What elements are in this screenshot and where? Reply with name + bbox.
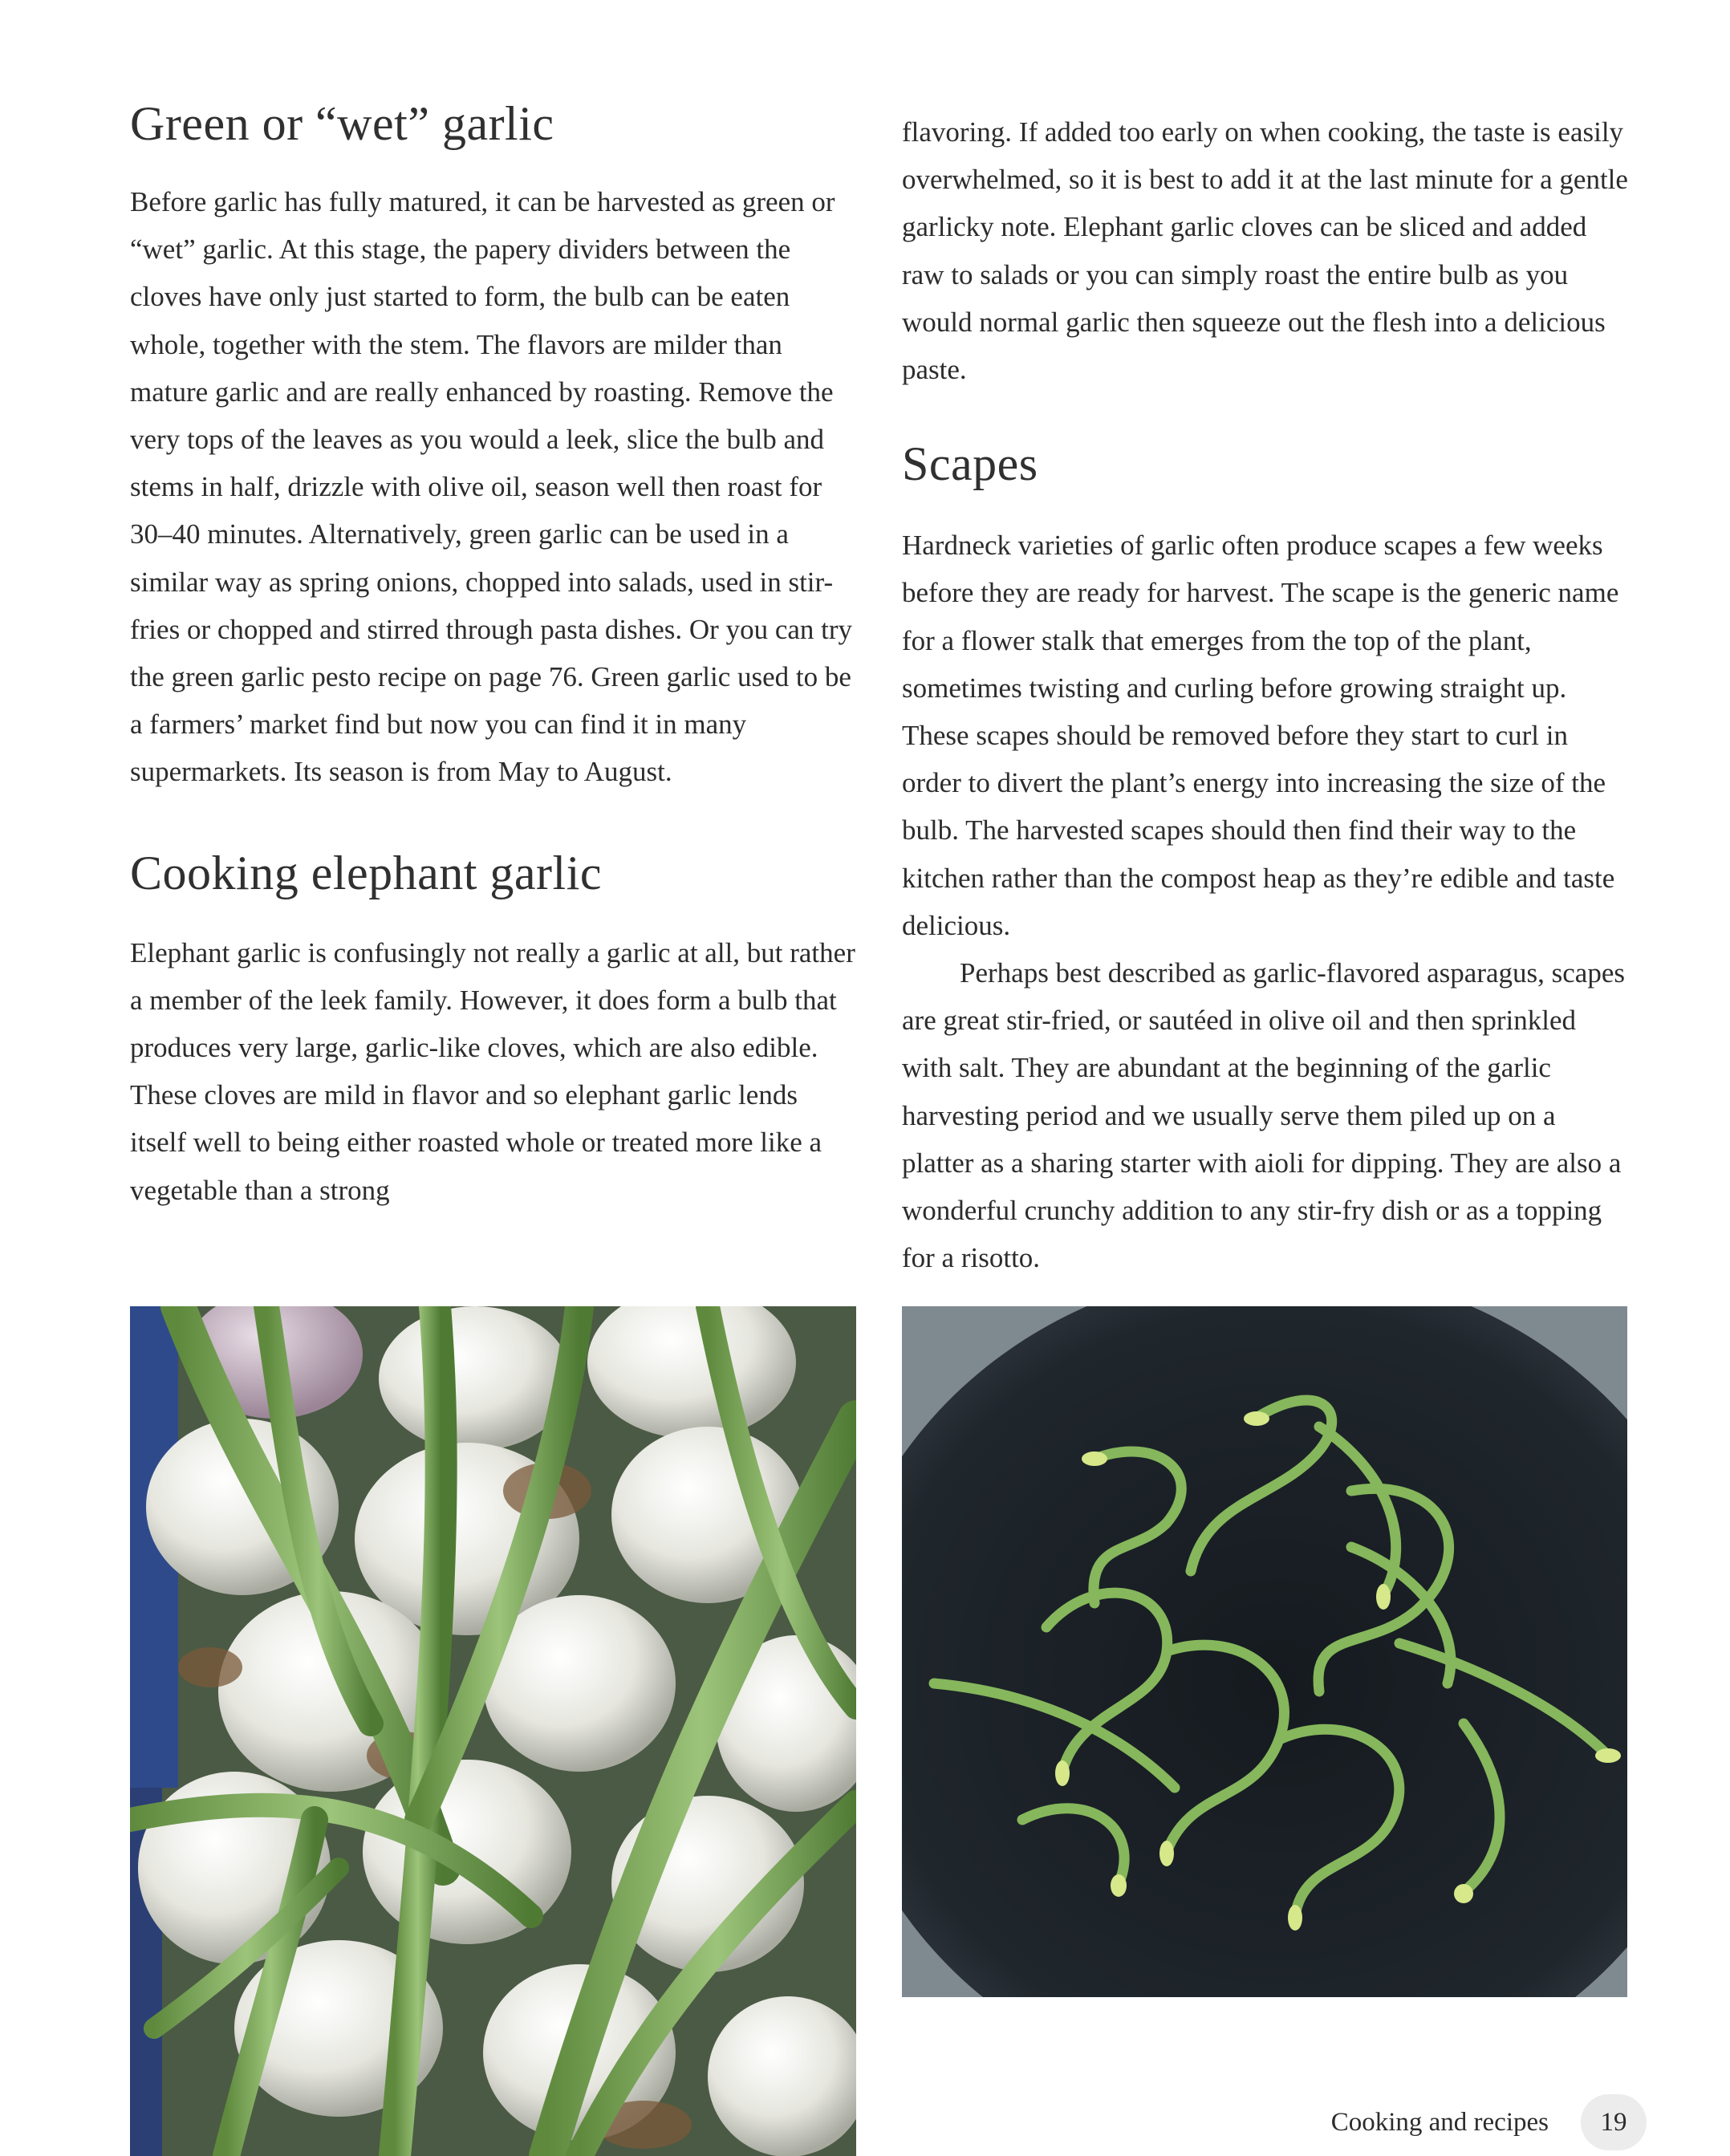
paragraph-scapes-serving: Perhaps best described as garlic-flavored asparagus, scapes are great stir-fried, or sautéed in olive oil and then sprinkled with salt. They are abundant at the beginning of the garlic harvesting period and we usually serve them piled up on a platter as a sharing starter with aioli for dipping. They are also a wonderful crunchy addition to any stir-fry dish or as a topping for a risotto.: [902, 957, 1625, 1274]
paragraph-scapes: Hardneck varieties of garlic often produce scapes a few weeks before they are ready for harvest. The scape is the generic name for a flower stalk that emerges from the top of the plant, sometimes twisting and curling before growing straight up. These scapes should be removed before they start to curl in order to divert the plant’s energy into increasing the size of the bulb. The harvested scapes should then find their way to the kitchen rather than the compost heap as they’re edible and taste delicious.: [902, 530, 1619, 941]
page-number: 19: [1581, 2094, 1647, 2150]
page-footer: [1331, 2094, 1647, 2150]
section-heading-green-garlic: Green or “wet” garlic: [130, 97, 554, 150]
left-column: [130, 95, 860, 1214]
footer-section-label: Cooking and recipes: [1330, 2107, 1549, 2137]
paragraph-elephant-garlic-start: Elephant garlic is confusingly not really a garlic at all, but rather a member of the leek family. However, it does form a bulb that produces very large, garlic-like cloves, which are also edible. These cloves are mild in flavor and so elephant garlic lends itself well to being either roasted whole or treated more like a vegetable than a strong: [130, 936, 855, 1206]
right-column: [902, 108, 1632, 1281]
paragraph-elephant-garlic-continued: flavoring. If added too early on when cooking, the taste is easily overwhelmed, so it is best to add it at the last minute for a gentle garlicky note. Elephant garlic cloves can be sliced and added raw to salads or you can simply roast the entire bulb as you would normal garlic then squeeze out the flesh into a delicious paste.: [902, 116, 1628, 386]
section-heading-elephant-garlic: Cooking elephant garlic: [130, 846, 603, 899]
green-garlic-photo: [130, 1306, 856, 2156]
paragraph-green-garlic: Before garlic has fully matured, it can be harvested as green or “wet” garlic. At this stage, the papery dividers between the cloves have only just started to form, the bulb can be eaten whole, together with the stem. The flavors are milder than mature garlic and are really enhanced by roasting. Remove the very tops of the leaves as you would a leek, slice the bulb and stems in half, drizzle with olive oil, season well then roast for 30–40 minutes. Alternatively, green garlic can be used in a similar way as spring onions, chopped into salads, used in stir-fries or chopped and stirred through pasta dishes. Or you can try the green garlic pesto recipe on page 76. Green garlic used to be a farmers’ market find but now you can find it in many supermarkets. Its season is from May to August.: [130, 186, 853, 788]
garlic-scapes-pan-photo: [902, 1306, 1627, 1997]
section-heading-scapes: Scapes: [902, 437, 1038, 491]
